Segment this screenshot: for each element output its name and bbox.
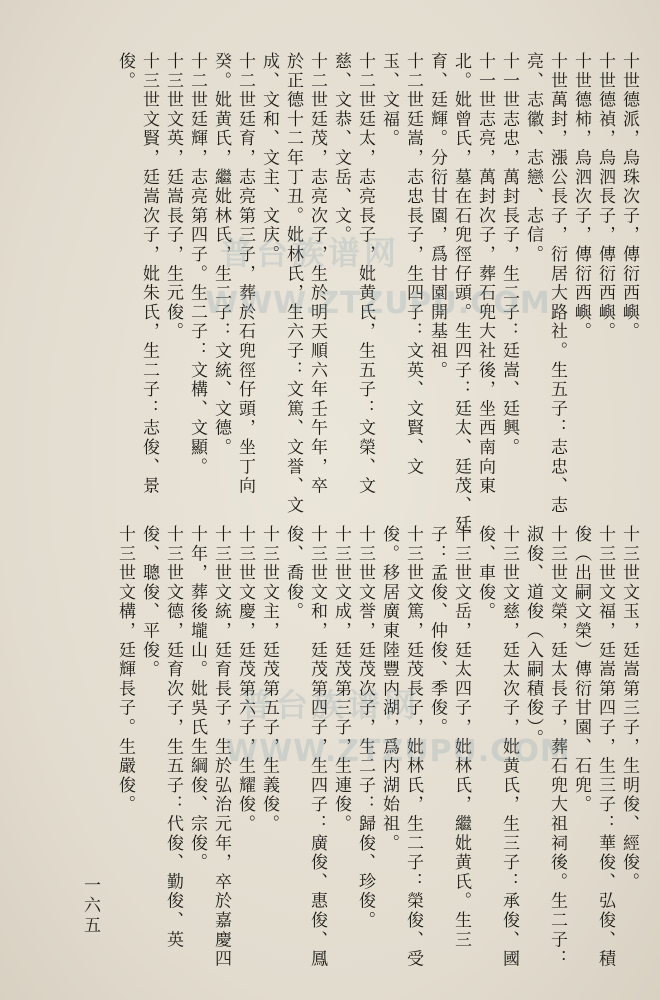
text-column-11: 玉、文福。 [379,52,399,149]
text-column-12: 十二世廷太，志亮長子，妣黄氏，生五子：文榮、文 [355,52,375,496]
text-column-13: 慈、文恭、文岳、文。 [331,52,351,245]
text-column-2: 十世德禎，烏泗長子，傳衍西嶼。 [595,52,615,342]
text-column-37: 俊、喬俊。 [283,525,303,622]
text-column-29: 俊、車俊。 [475,525,495,622]
text-column-35: 十三世文成，廷茂第三子，生連俊。 [331,525,351,834]
text-column-41: 十年，葬後壠山。妣吳氏生綱俊、宗俊。 [187,525,207,873]
text-column-7: 十一世志亮，萬封次子，葬石兜大社後，坐西南向東 [475,52,495,496]
text-column-44: 十三世文構，廷輝長子。生嚴俊。 [115,525,135,815]
text-column-42: 十三世文德，廷育次子，生五子：代俊、勤俊、英 [163,525,183,950]
text-column-30: 十三世文岳，廷太四子，妣林氏，繼妣黄氏。生三 [451,525,471,950]
text-column-20: 十三世文英，廷嵩長子，生元俊。 [163,52,183,342]
text-column-4: 十世萬封，漲公長子，衍居大路社。生五子：志忠、志 [547,52,567,516]
text-column-31: 子：孟俊、仲俊、季俊。 [427,525,447,738]
text-column-1: 十世德派，烏珠次子，傳衍西嶼。 [619,52,639,342]
text-column-26: 十三世文榮，廷太長子，葬石兜大祖祠後。生二子： [547,525,567,969]
text-column-14: 十二世廷茂，志亮次子，生於明天順六年壬午年，卒 [307,52,327,496]
text-column-27: 淑俊、道俊（入嗣積俊）。 [523,525,543,749]
text-column-10: 十二世廷嵩，志忠長子，生四子：文英、文賢、文 [403,52,423,477]
page-number: 一六五 [80,876,100,936]
text-column-24: 十三世文福，廷嵩第四子，生三子：華俊、弘俊、積 [595,525,615,969]
watermark-url-lower: WWW.ZTZUPU.COM [225,734,571,769]
text-column-28: 十三世文慈，廷太次子，妣黄氏，生三子：承俊、國 [499,525,519,969]
text-column-34: 十三世文誉，廷茂次子，生二子：歸俊、珍俊。 [355,525,375,931]
watermark-text-lower: 普台族谱网 [240,686,421,724]
text-column-23: 十三世文玉，廷嵩第三子，生明俊、經俊。 [619,525,639,892]
text-column-36: 十三世文和，廷茂第四子，生四子：廣俊、惠俊、鳳 [307,525,327,969]
text-column-32: 十三世文篤，廷茂長子，妣林氏，生二子：榮俊、受 [403,525,423,969]
text-column-38: 十三世文主，廷茂第五子，生義俊。 [259,525,279,834]
text-column-40: 十三世文統，廷育長子，生於弘治元年，卒於嘉慶四 [211,525,231,969]
text-column-17: 十二世廷育，志亮第三子，葬於石兜徑仔頭，坐丁向 [235,52,255,496]
text-column-39: 十三世文慶，廷茂第六子，生耀俊。 [235,525,255,834]
text-column-18: 癸。妣黄氏，繼妣林氏，生二子：文統、文德。 [211,52,231,458]
text-column-22: 俊。 [115,52,135,91]
text-column-8: 北。妣曾氏，墓在石兜徑仔頭。生四子：廷太、廷茂、廷 [451,52,471,535]
watermark-url-upper: WWW.ZTZUPU.COM [205,286,551,321]
text-column-25: 俊（出嗣文榮）傳衍甘園、石兜。 [571,525,591,815]
text-column-9: 育、廷輝。分衍甘園，爲甘園開基祖。 [427,52,447,381]
text-column-16: 成、文和、文主、文庆。 [259,52,279,265]
text-column-5: 亮、志徽、志戀、志信。 [523,52,543,265]
text-column-33: 俊。移居廣東陸豐内湖，爲内湖始祖。 [379,525,399,854]
text-column-43: 俊、聰俊、平俊。 [139,525,159,680]
text-column-3: 十世德柿，烏泗次子，傳衍西嶼。 [571,52,591,342]
text-column-15: 於正德十二年丁丑。妣林氏，生六子：文篤、文誉、文 [283,52,303,516]
text-column-19: 十二世廷輝，志亮第四子。生二子：文構、文顯。 [187,52,207,477]
text-column-6: 十一世志忠，萬封長子，生二子：廷嵩、廷興。 [499,52,519,458]
text-column-21: 十三世文賢，廷嵩次子，妣朱氏，生二子：志俊、景 [139,52,159,496]
watermark-text-upper: 普台族谱网 [220,234,401,272]
